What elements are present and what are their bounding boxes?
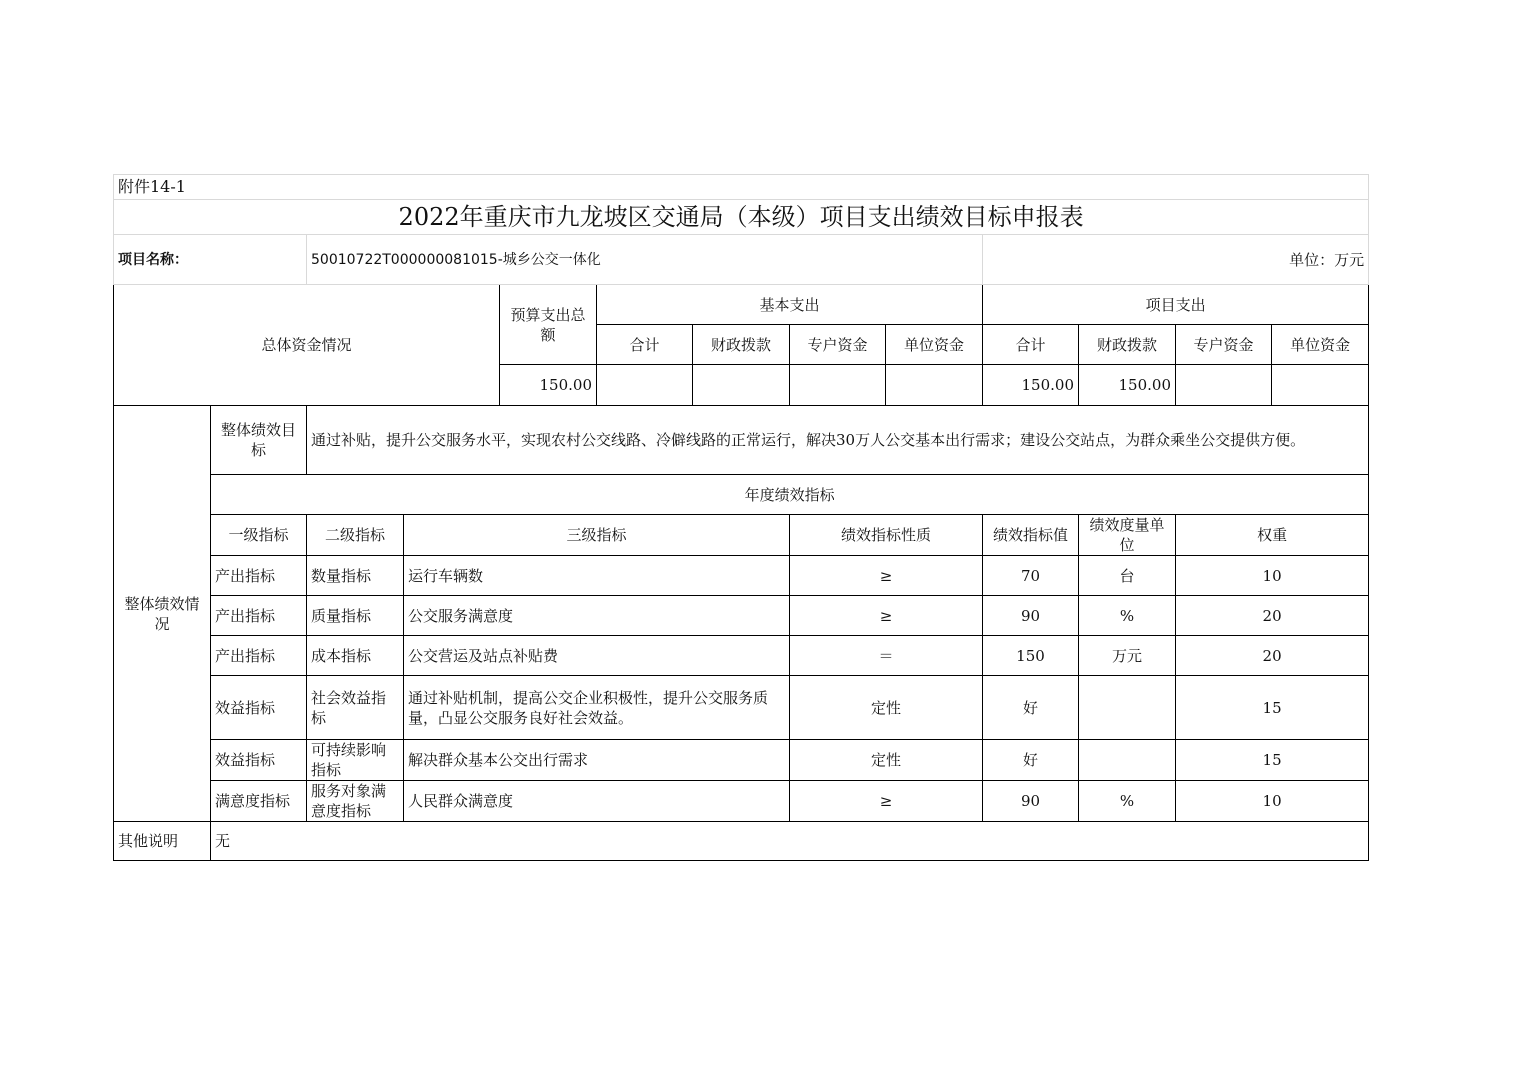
proj-unit-header: 单位资金 — [1272, 325, 1369, 365]
performance-form — [113, 174, 1368, 861]
unit-label: 单位：万元 — [983, 235, 1369, 285]
goal-text: 通过补贴，提升公交服务水平，实现农村公交线路、冷僻线路的正常运行，解决30万人公交基本出行需求；建设公交站点，为群众乘坐公交提供方便。 — [307, 406, 1369, 475]
performance-label: 整体绩效情况 — [114, 406, 211, 822]
value-cell: 好 — [983, 740, 1079, 781]
project-name-label: 项目名称： — [114, 235, 307, 285]
table-row — [114, 596, 1369, 636]
proj-special-value — [1176, 365, 1272, 406]
proj-unit-value — [1272, 365, 1369, 406]
level3-cell: 运行车辆数 — [404, 556, 790, 596]
weight-cell: 15 — [1176, 740, 1369, 781]
unit-cell — [1079, 676, 1176, 740]
level3-cell: 公交营运及站点补贴费 — [404, 636, 790, 676]
weight-cell: 20 — [1176, 596, 1369, 636]
weight-cell: 20 — [1176, 636, 1369, 676]
attachment-label: 附件14-1 — [114, 175, 1369, 200]
unit-header: 绩效度量单位 — [1079, 515, 1176, 556]
nature-cell: ≥ — [790, 781, 983, 822]
unit-cell — [1079, 740, 1176, 781]
basic-fiscal-value — [693, 365, 790, 406]
level3-cell: 公交服务满意度 — [404, 596, 790, 636]
proj-special-header: 专户资金 — [1176, 325, 1272, 365]
level3-cell: 解决群众基本公交出行需求 — [404, 740, 790, 781]
basic-special-header: 专户资金 — [790, 325, 886, 365]
nature-header: 绩效指标性质 — [790, 515, 983, 556]
basic-expense-label: 基本支出 — [597, 285, 983, 325]
value-cell: 70 — [983, 556, 1079, 596]
level2-cell: 质量指标 — [307, 596, 404, 636]
goal-label: 整体绩效目标 — [211, 406, 307, 475]
proj-fiscal-value: 150.00 — [1079, 365, 1176, 406]
funds-label: 总体资金情况 — [114, 285, 500, 406]
table-row — [114, 781, 1369, 822]
nature-cell: ≥ — [790, 596, 983, 636]
level2-cell: 可持续影响指标 — [307, 740, 404, 781]
proj-total-value: 150.00 — [983, 365, 1079, 406]
value-cell: 90 — [983, 781, 1079, 822]
unit-cell: % — [1079, 596, 1176, 636]
basic-unit-value — [886, 365, 983, 406]
level2-cell: 社会效益指标 — [307, 676, 404, 740]
nature-cell: ＝ — [790, 636, 983, 676]
basic-special-value — [790, 365, 886, 406]
level2-cell: 服务对象满意度指标 — [307, 781, 404, 822]
nature-cell: 定性 — [790, 740, 983, 781]
level3-cell: 人民群众满意度 — [404, 781, 790, 822]
project-name-value: 50010722T000000081015-城乡公交一体化 — [307, 235, 983, 285]
level3-header: 三级指标 — [404, 515, 790, 556]
level2-header: 二级指标 — [307, 515, 404, 556]
unit-cell: % — [1079, 781, 1176, 822]
basic-total-value — [597, 365, 693, 406]
unit-cell: 台 — [1079, 556, 1176, 596]
level1-header: 一级指标 — [211, 515, 307, 556]
weight-cell: 10 — [1176, 781, 1369, 822]
level1-cell: 产出指标 — [211, 596, 307, 636]
page-title: 2022年重庆市九龙坡区交通局（本级）项目支出绩效目标申报表 — [114, 200, 1369, 235]
table-row — [114, 740, 1369, 781]
value-header: 绩效指标值 — [983, 515, 1079, 556]
table-row — [114, 636, 1369, 676]
level1-cell: 满意度指标 — [211, 781, 307, 822]
basic-total-header: 合计 — [597, 325, 693, 365]
unit-cell: 万元 — [1079, 636, 1176, 676]
weight-header: 权重 — [1176, 515, 1369, 556]
level2-cell: 成本指标 — [307, 636, 404, 676]
table-row — [114, 556, 1369, 596]
level1-cell: 效益指标 — [211, 740, 307, 781]
basic-fiscal-header: 财政拨款 — [693, 325, 790, 365]
level3-cell: 通过补贴机制，提高公交企业积极性，提升公交服务质量，凸显公交服务良好社会效益。 — [404, 676, 790, 740]
weight-cell: 10 — [1176, 556, 1369, 596]
level1-cell: 效益指标 — [211, 676, 307, 740]
table-row — [114, 676, 1369, 740]
level1-cell: 产出指标 — [211, 636, 307, 676]
other-notes-label: 其他说明 — [114, 822, 211, 861]
project-expense-label: 项目支出 — [983, 285, 1369, 325]
basic-unit-header: 单位资金 — [886, 325, 983, 365]
level1-cell: 产出指标 — [211, 556, 307, 596]
value-cell: 90 — [983, 596, 1079, 636]
proj-fiscal-header: 财政拨款 — [1079, 325, 1176, 365]
nature-cell: ≥ — [790, 556, 983, 596]
level2-cell: 数量指标 — [307, 556, 404, 596]
value-cell: 好 — [983, 676, 1079, 740]
other-notes-value: 无 — [211, 822, 1369, 861]
annual-indicators-label: 年度绩效指标 — [211, 475, 1369, 515]
budget-total-value: 150.00 — [500, 365, 597, 406]
nature-cell: 定性 — [790, 676, 983, 740]
proj-total-header: 合计 — [983, 325, 1079, 365]
weight-cell: 15 — [1176, 676, 1369, 740]
value-cell: 150 — [983, 636, 1079, 676]
form-table — [113, 174, 1369, 861]
budget-total-label: 预算支出总额 — [500, 285, 597, 365]
